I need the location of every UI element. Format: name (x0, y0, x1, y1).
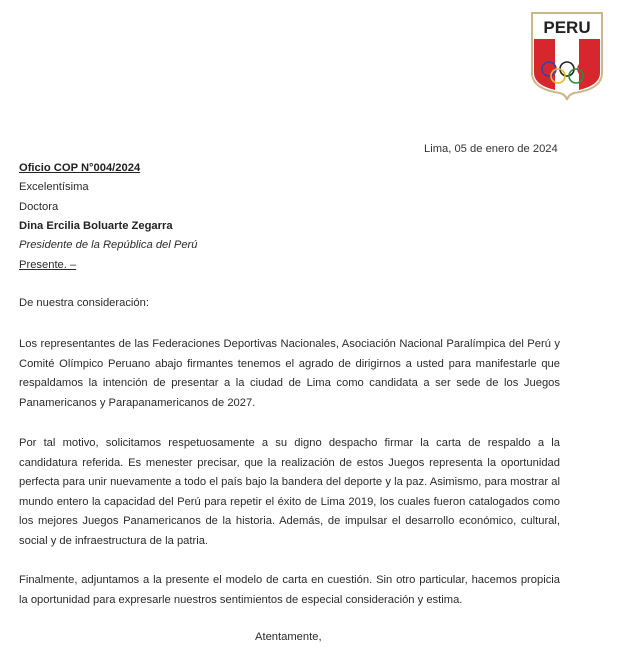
body-paragraph-1: Los representantes de las Federaciones Deportivas Nacionales, Asociación Nacional Paralímpica del Perú y Comité Olímpico Peruano abajo firmantes tenemos el agrado de dirigirnos a usted para manifestarle que respaldamos la intención de presentar a la ciudad de Lima como candidata a ser sede de los Juegos Panamericanos y Parapanamericanos de 2027. (19, 338, 560, 409)
honorific-line-2: Doctora (19, 201, 59, 213)
present-line: Presente. – (19, 259, 77, 271)
reference-number: Oficio COP N°004/2024 (19, 162, 141, 174)
honorific-line-1: Excelentísima (19, 181, 89, 193)
peru-olympic-committee-logo (530, 11, 604, 101)
logo-text: PERU (543, 18, 591, 37)
salutation: De nuestra consideración: (19, 297, 149, 309)
letter-date: Lima, 05 de enero de 2024 (424, 143, 558, 155)
closing: Atentamente, (255, 631, 322, 643)
body-paragraph-3: Finalmente, adjuntamos a la presente el modelo de carta en cuestión. Sin otro particular, hacemos propicia la oportunidad para expresarle nuestros sentimientos de especial consideración y estima. (19, 574, 560, 606)
body-paragraph-2: Por tal motivo, solicitamos respetuosamente a su digno despacho firmar la carta de respaldo a la candidatura referida. Es menester precisar, que la realización de estos Juegos representa la oportunidad perfecta para unir nuevamente a todo el país bajo la bandera del deporte y la paz. Asimismo, para mostrar al mundo entero la capacidad del Perú para repetir el éxito de Lima 2019, los cuales fueron catalogados como los mejores Juegos Panamericanos de la historia. Además, de impulsar el desarrollo económico, cultural, social y de infraestructura de la patria. (19, 437, 560, 547)
recipient-name: Dina Ercilia Boluarte Zegarra (19, 220, 173, 232)
recipient-title: Presidente de la República del Perú (19, 239, 198, 251)
